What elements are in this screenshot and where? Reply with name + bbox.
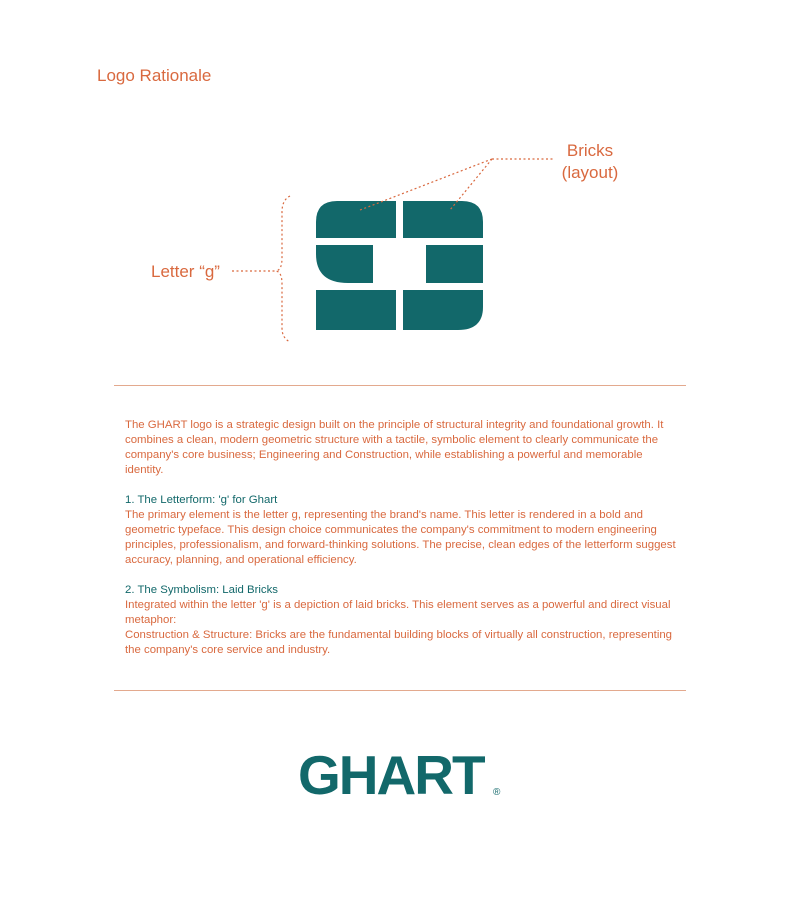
bricks-callout-line1: Bricks bbox=[566, 141, 614, 160]
section2-text2: Construction & Structure: Bricks are the fundamental building blocks of virtually all construction, representing the company's core service and industry. bbox=[125, 629, 673, 656]
letter-g-bracket bbox=[232, 196, 290, 342]
section-symbolism bbox=[125, 583, 677, 658]
letter-g-callout-label: Letter “g” bbox=[151, 262, 220, 281]
brick-bottom-left bbox=[316, 290, 396, 330]
brick-top-right bbox=[403, 201, 483, 238]
brick-top-left bbox=[316, 201, 396, 238]
registered-mark: ® bbox=[493, 787, 501, 798]
bricks-callout-label bbox=[548, 140, 632, 184]
divider-top bbox=[114, 385, 686, 386]
page-title: Logo Rationale bbox=[97, 66, 212, 85]
bricks-callout-line2: (layout) bbox=[561, 163, 619, 182]
ghart-wordmark: GHART bbox=[298, 744, 484, 806]
brick-middle-left bbox=[316, 245, 373, 283]
intro-paragraph: The GHART logo is a strategic design built on the principle of structural integrity and foundational growth. It combines a clean, modern geometric structure with a tactile, symbolic element to clearly communicate the company's core business; Engineering and Construction, while establishing a powerful and memorable identity. bbox=[125, 419, 664, 476]
logo-diagram bbox=[0, 0, 801, 360]
brick-bottom-right bbox=[403, 290, 483, 330]
section1-heading: 1. The Letterform: 'g' for Ghart bbox=[125, 494, 278, 506]
section2-heading: 2. The Symbolism: Laid Bricks bbox=[125, 584, 278, 596]
logo-mark bbox=[316, 201, 483, 330]
rationale-text bbox=[125, 418, 677, 658]
brick-middle-right bbox=[426, 245, 483, 283]
section2-text1: Integrated within the letter 'g' is a depiction of laid bricks. This element serves as a powerful and direct visual metaphor: bbox=[125, 599, 671, 626]
section1-text: The primary element is the letter g, representing the brand's name. This letter is rendered in a bold and geometric typeface. This design choice communicates the company's commitment to modern engineering principles, professionalism, and forward-thinking solutions. The precise, clean edges of the letterform suggest accuracy, planning, and operational efficiency. bbox=[125, 509, 676, 566]
section-letterform bbox=[125, 493, 677, 568]
divider-bottom bbox=[114, 690, 686, 691]
bracket-curve bbox=[276, 196, 290, 342]
